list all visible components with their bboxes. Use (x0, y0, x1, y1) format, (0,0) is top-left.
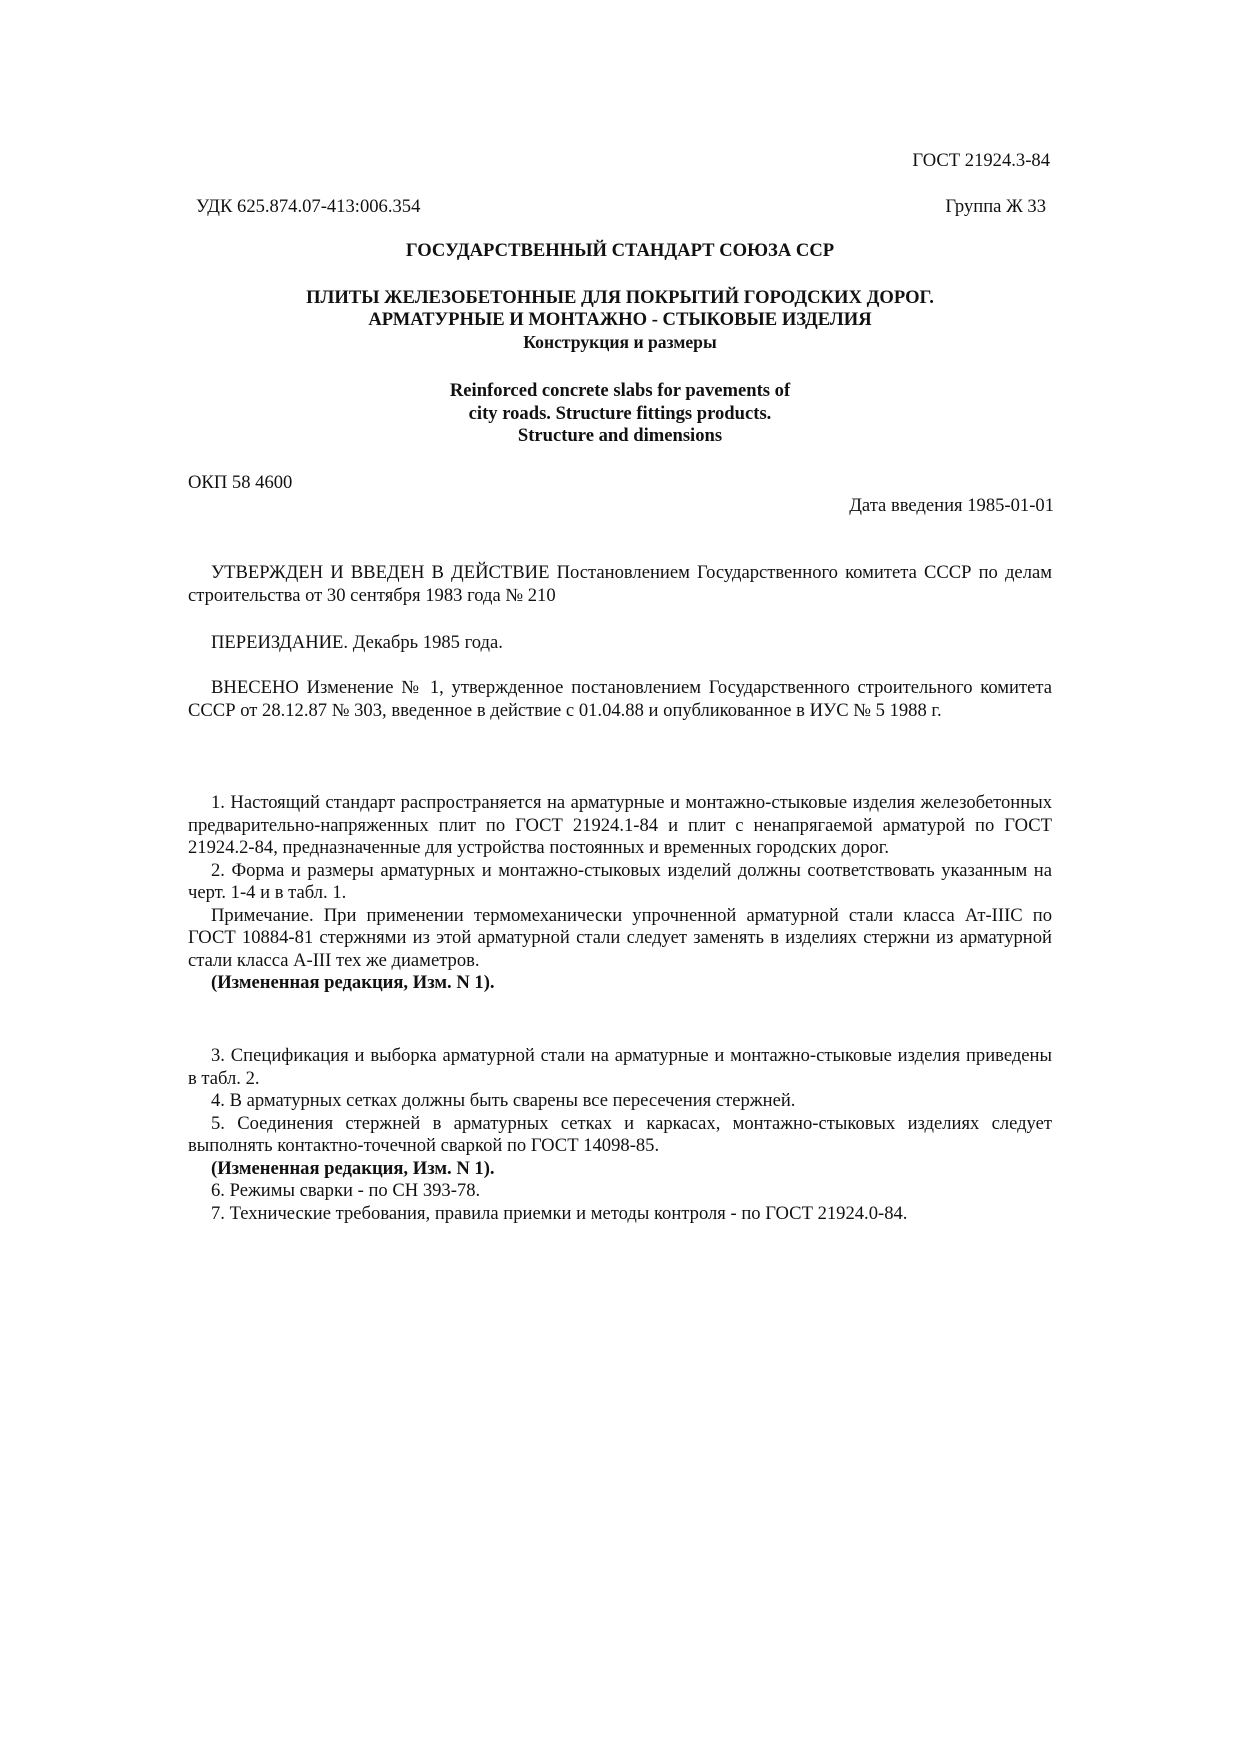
english-title-line-2: city roads. Structure fittings products. (468, 402, 772, 424)
approval-paragraph (188, 562, 1052, 607)
russian-title (188, 287, 1052, 353)
english-title-line-3: Structure and dimensions (517, 425, 723, 446)
okp-code: ОКП 58 4600 (188, 472, 293, 493)
reissue-paragraph (188, 632, 1052, 655)
approval-text: УТВЕРЖДЕН И ВВЕДЕН В ДЕЙСТВИЕ Постановлением Государственного комитета СССР по делам строительства от 30 сентября 1983 года № 210 (188, 562, 1052, 606)
revised-edition-note-1: (Измененная редакция, Изм. N 1). (211, 972, 495, 993)
amendment-paragraph (188, 677, 1052, 722)
clause-7: 7. Технические требования, правила приемки и методы контроля - по ГОСТ 21924.0-84. (211, 1202, 908, 1224)
clause-6: 6. Режимы сварки - по СН 393-78. (211, 1180, 481, 1201)
clause-5: 5. Соединения стержней в арматурных сетках и каркасах, монтажно-стыковых изделиях следует выполнять контактно-точечной сваркой по ГОСТ 14098-85. (188, 1112, 1052, 1156)
clause-1: 1. Настоящий стандарт распространяется на арматурные и монтажно-стыковые изделия железобетонных предварительно-напряженных плит по ГОСТ 21924.1-84 и плит с ненапрягаемой арматурой по ГОСТ 21924.2-84, предназначенные для устройства постоянных и временных городских дорог. (188, 792, 1052, 858)
reissue-text: ПЕРЕИЗДАНИЕ. Декабрь 1985 года. (211, 632, 503, 653)
english-title (188, 380, 1052, 448)
revised-edition-note-2: (Измененная редакция, Изм. N 1). (211, 1157, 495, 1179)
state-standard-heading: ГОСУДАРСТВЕННЫЙ СТАНДАРТ СОЮЗА ССР (405, 240, 835, 261)
udk-code: УДК 625.874.07-413:006.354 (196, 196, 421, 217)
clause-4: 4. В арматурных сетках должны быть сварены все пересечения стержней. (211, 1090, 796, 1111)
russian-title-line-2: АРМАТУРНЫЕ И МОНТАЖНО - СТЫКОВЫЕ ИЗДЕЛИЯ (368, 309, 872, 330)
clauses-section-1 (188, 792, 1052, 995)
clause-2-note: Примечание. При применении термомеханически упрочненной арматурной стали класса Ат-IIIС по ГОСТ 10884-81 стержнями из этой арматурной стали следует заменять в изделиях стержни из арматурной стали класса А-III тех же диаметров. (188, 904, 1052, 971)
clauses-section-2 (188, 1045, 1052, 1225)
group-code: Группа Ж 33 (945, 196, 1046, 217)
clause-3: 3. Спецификация и выборка арматурной стали на арматурные и монтажно-стыковые изделия приведены в табл. 2. (188, 1045, 1052, 1089)
introduction-date: Дата введения 1985-01-01 (849, 495, 1054, 516)
english-title-line-1: Reinforced concrete slabs for pavements of (449, 380, 791, 401)
clause-2: 2. Форма и размеры арматурных и монтажно-стыковых изделий должны соответствовать указанным на черт. 1-4 и в табл. 1. (188, 859, 1052, 903)
russian-title-line-1: ПЛИТЫ ЖЕЛЕЗОБЕТОННЫЕ ДЛЯ ПОКРЫТИЙ ГОРОДСКИХ ДОРОГ. (306, 287, 934, 308)
amendment-text: ВНЕСЕНО Изменение № 1, утвержденное постановлением Государственного строительного комитета СССР от 28.12.87 № 303, введенное в действие с 01.04.88 и опубликованное в ИУС № 5 1988 г. (188, 677, 1052, 721)
russian-subtitle: Конструкция и размеры (523, 332, 717, 352)
gost-number: ГОСТ 21924.3-84 (912, 150, 1050, 171)
